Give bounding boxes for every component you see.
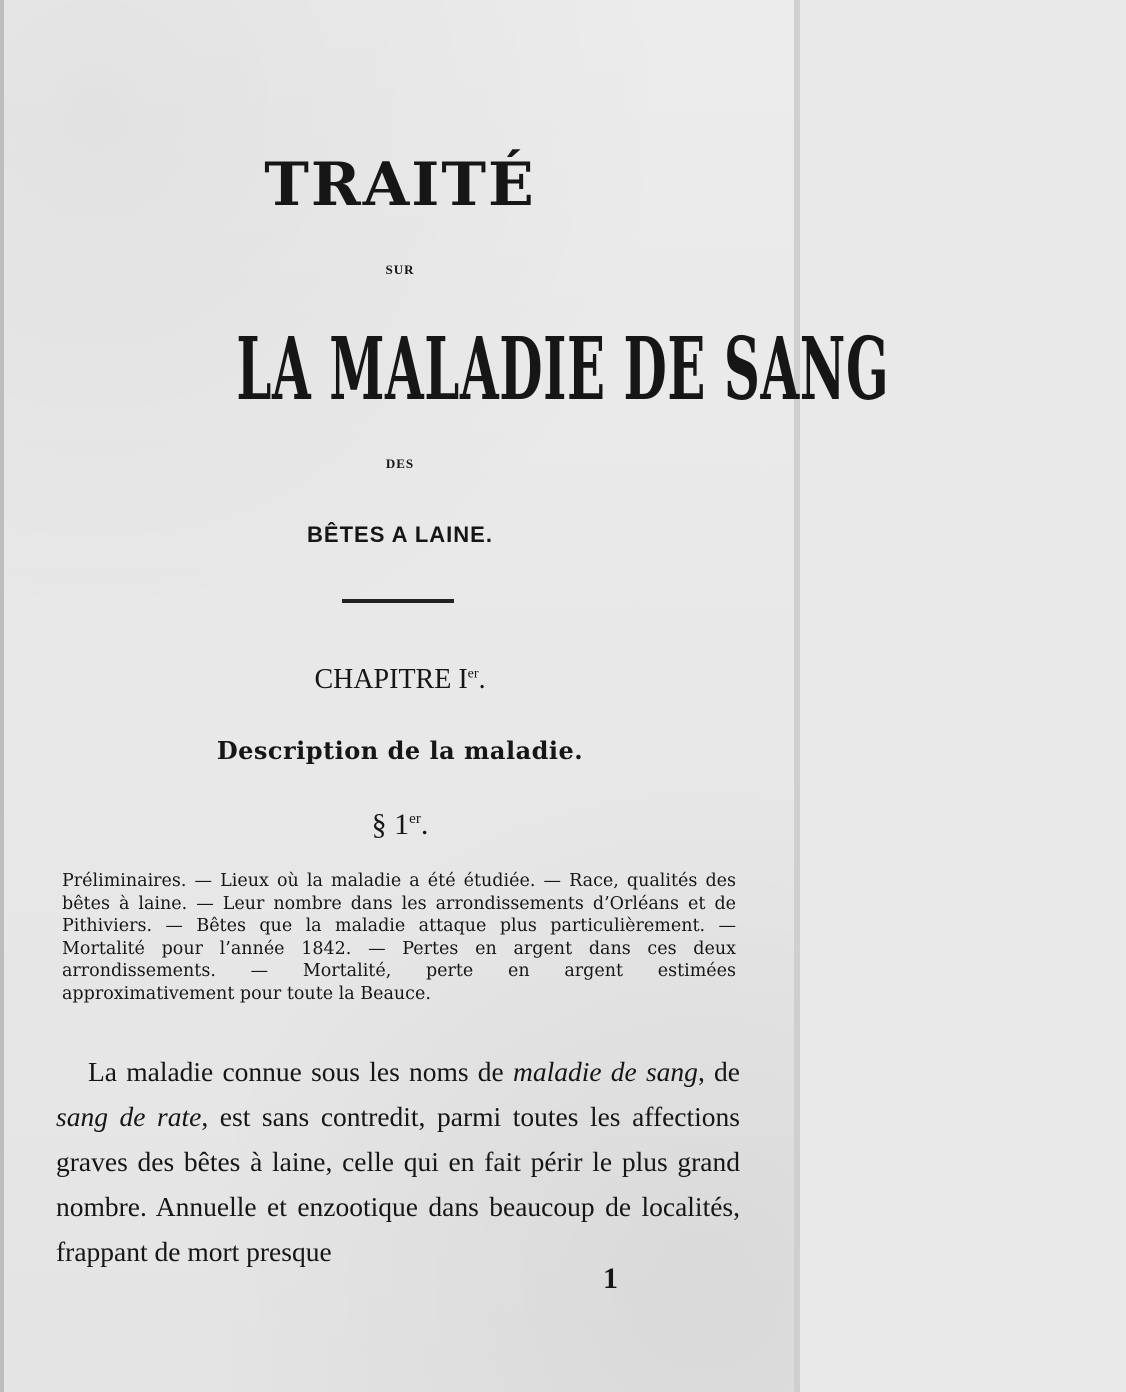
body-italic-2: sang de rate — [56, 1101, 202, 1132]
chapter-title: Description de la maladie. — [216, 736, 584, 765]
section-label: § 1 — [371, 808, 410, 841]
body-italic-1: maladie de sang — [512, 1056, 698, 1087]
book-title: TRAITÉ — [264, 150, 536, 220]
chapter-label-sup: er — [467, 666, 479, 682]
title-connector-sur: SUR — [385, 262, 415, 277]
section-label-end: . — [420, 808, 429, 841]
body-text-1: La maladie connue sous les noms de — [88, 1056, 513, 1087]
section-label-sup: er — [409, 811, 421, 827]
chapter-label-end: . — [478, 664, 486, 695]
section-heading — [0, 808, 800, 842]
page-number: 1 — [603, 1262, 618, 1295]
section-summary: Préliminaires. — Lieux où la maladie a été étudiée. — Race, qualités des bêtes à laine. — Leur nombre dans les arrondissements d’Orléans et de Pithiviers. — Bêtes que la maladie attaque plus particulièrement. — Mortalité pour l’année 1842. — Pertes en argent dans ces deux arrondissements. — Mortalité, perte en argent estimées approximativement pour toute la Beauce. — [62, 871, 736, 1004]
book-subtitle: BÊTES A LAINE. — [307, 522, 493, 547]
body-text-2: , de — [697, 1056, 740, 1087]
body-paragraph — [56, 1049, 740, 1274]
book-subject-text: LA MALADIE DE SANG — [236, 319, 890, 420]
body-text-3: , est sans contredit, parmi toutes les affections graves des bêtes à laine, celle qui en fait périr le plus grand nombre. Annuelle et enzootique dans beaucoup de localités, frappant de mort presque — [56, 1101, 740, 1267]
title-divider — [342, 599, 454, 603]
chapter-heading — [0, 664, 800, 696]
chapter-label: CHAPITRE I — [314, 664, 468, 695]
title-connector-des: DES — [385, 456, 415, 471]
book-subject — [0, 319, 890, 420]
